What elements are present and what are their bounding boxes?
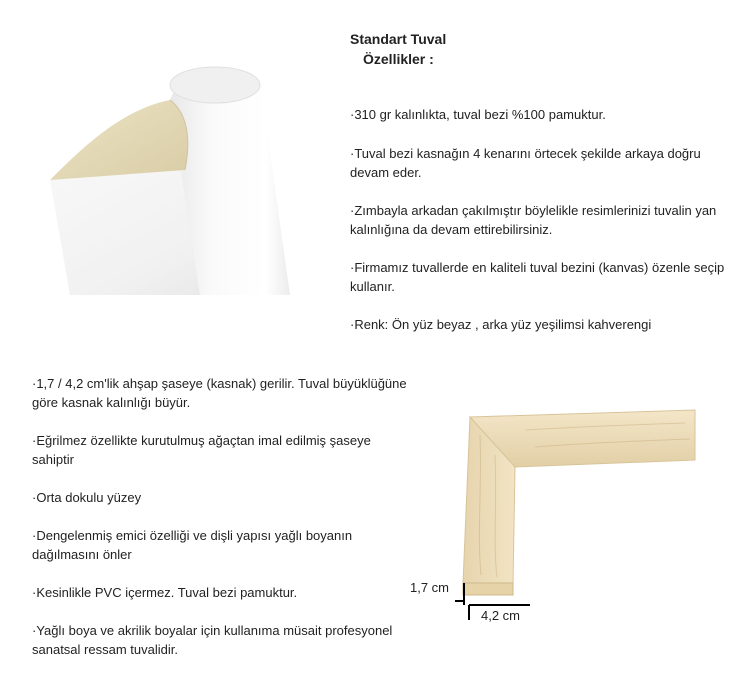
feature-item: ·1,7 / 4,2 cm'lik ahşap şaseye (kasnak) gerilir. Tuval büyüklüğüne göre kasnak kalınlığı büyür. [32,376,407,410]
feature-item: ·310 gr kalınlıkta, tuval bezi %100 pamuktur. [350,107,606,122]
feature-item: ·Zımbayla arkadan çakılmıştır böylelikle resimlerinizi tuvalin yan kalınlığına da devam ettirebilirsiniz. [350,203,717,237]
feature-item: ·Kesinlikle PVC içermez. Tuval bezi pamuktur. [32,585,298,600]
feature-item: ·Dengelenmiş emici özelliği ve dişli yapısı yağlı boyanın dağılmasını önler [32,528,353,562]
width-label: 4,2 cm [481,608,521,623]
feature-item: ·Yağlı boya ve akrilik boyalar için kullanıma müsait profesyonel sanatsal ressam tuvalidir. [32,623,393,657]
wood-frame-image [455,405,720,620]
feature-item: ·Eğrilmez özellikte kurutulmuş ağaçtan imal edilmiş şaseye sahiptir [32,433,371,467]
feature-item: ·Orta dokulu yüzey [32,490,142,505]
feature-item: ·Firmamız tuvallerde en kaliteli tuval bezini (kanvas) özenle seçip kullanır. [350,260,725,294]
features-heading: Özellikler : [363,51,434,67]
feature-item: ·Renk: Ön yüz beyaz , arka yüz yeşilimsi kahverengi [350,317,652,332]
canvas-roll-image [40,55,305,300]
thickness-label: 1,7 cm [410,580,450,595]
page-title: Standart Tuval [350,31,447,47]
feature-item: ·Tuval bezi kasnağın 4 kenarını örtecek şekilde arkaya doğru devam eder. [350,146,701,180]
